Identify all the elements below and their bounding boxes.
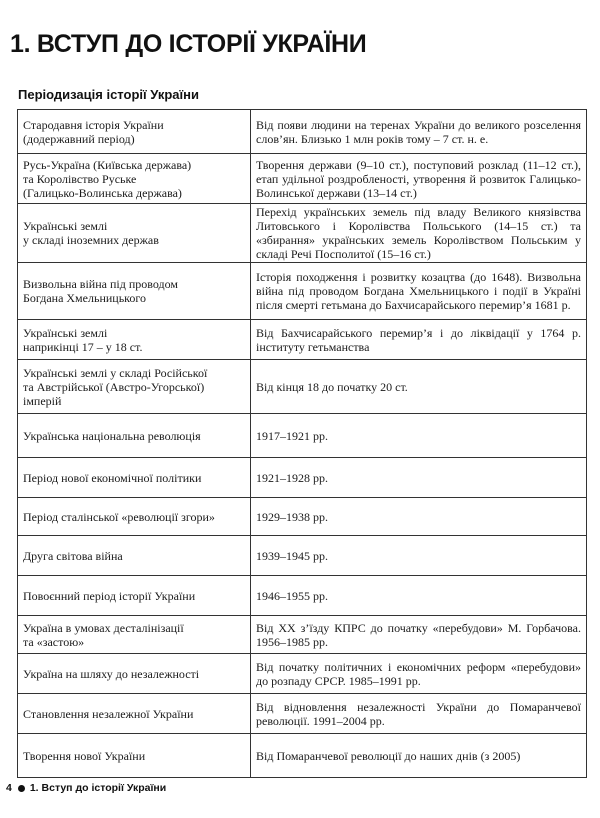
period-cell — [18, 498, 251, 536]
period-line: Друга світова війна — [23, 548, 123, 563]
table-row — [18, 654, 587, 694]
bullet-dot-icon — [18, 785, 25, 792]
table-row — [18, 263, 587, 320]
table-row — [18, 110, 587, 154]
page-footer — [6, 782, 166, 794]
description-cell: Творення держави (9–10 ст.), поступовий розклад (11–12 ст.), етап удільної роздробленості, утворення й розвиток Галицько-Волинської держави (13–14 ст.) — [251, 154, 587, 204]
page-number: 4 — [6, 782, 12, 794]
period-line: (додержавний період) — [23, 131, 135, 146]
period-cell — [18, 320, 251, 360]
table-row — [18, 498, 587, 536]
description-cell: Від Бахчисарайського перемир’я і до ліквідації у 1764 р. інституту гетьманства — [251, 320, 587, 360]
period-line: Українські землі — [23, 325, 108, 340]
table-title: Періодизація історії України — [18, 87, 200, 102]
table-row — [18, 734, 587, 778]
period-line: Період нової економічної політики — [23, 470, 202, 485]
period-line: Визвольна війна під проводом — [23, 277, 178, 291]
page-title: 1. ВСТУП ДО ІСТОРІЇ УКРАЇНИ — [10, 30, 367, 58]
description-cell: Від XX з’їзду КПРС до початку «перебудови» М. Горбачова. 1956–1985 рр. — [251, 616, 587, 654]
period-cell — [18, 694, 251, 734]
period-line: наприкінці 17 – у 18 ст. — [23, 339, 143, 354]
description-cell: Історія походження і розвитку козацтва (до 1648). Визвольна війна під проводом Богдана Хмельницького і події в Україні після смерті гетьмана до Бахчисарайського перемир’я 1681 р. — [251, 263, 587, 320]
description-cell: Від кінця 18 до початку 20 ст. — [251, 360, 587, 414]
table-row — [18, 360, 587, 414]
table-row — [18, 204, 587, 263]
description-cell: Від початку політичних і економічних реформ «перебудови» до розпаду СРСР. 1985–1991 рр. — [251, 654, 587, 694]
description-cell: Від Помаранчевої революції до наших днів (з 2005) — [251, 734, 587, 778]
period-cell — [18, 734, 251, 778]
period-cell — [18, 263, 251, 320]
description-cell: 1939–1945 рр. — [251, 536, 587, 576]
period-cell — [18, 204, 251, 263]
table-row — [18, 154, 587, 204]
period-line: імперій — [23, 393, 62, 408]
period-cell — [18, 110, 251, 154]
period-line: (Галицько-Волинська держава) — [23, 185, 182, 200]
period-line: Богдана Хмельницького — [23, 291, 147, 305]
period-line: Українські землі у складі Російської — [23, 365, 208, 380]
table-row — [18, 320, 587, 360]
description-cell: Від відновлення незалежності України до Помаранчевої революції. 1991–2004 рр. — [251, 694, 587, 734]
period-line: Українські землі — [23, 219, 108, 233]
period-line: Русь-Україна (Київська держава) — [23, 157, 192, 172]
description-cell: 1917–1921 рр. — [251, 414, 587, 458]
period-cell — [18, 458, 251, 498]
period-cell — [18, 616, 251, 654]
period-line: у складі іноземних держав — [23, 233, 159, 247]
period-line: Українська національна революція — [23, 428, 201, 443]
period-line: Повоєнний період історії України — [23, 588, 196, 603]
period-cell — [18, 576, 251, 616]
period-line: Україна в умовах десталінізації — [23, 620, 184, 635]
period-cell — [18, 414, 251, 458]
description-cell: 1946–1955 рр. — [251, 576, 587, 616]
table-row — [18, 616, 587, 654]
period-line: Творення нової України — [23, 748, 146, 763]
period-line: Стародавня історія України — [23, 117, 164, 132]
period-line: та «застою» — [23, 634, 85, 649]
period-line: та Королівство Руське — [23, 171, 137, 186]
table-row — [18, 536, 587, 576]
period-line: та Австрійської (Австро-Угорської) — [23, 379, 205, 394]
table-row — [18, 458, 587, 498]
period-line: Період сталінської «революції згори» — [23, 509, 215, 524]
table-row — [18, 694, 587, 734]
period-cell — [18, 654, 251, 694]
table-row — [18, 414, 587, 458]
period-cell — [18, 360, 251, 414]
description-cell: 1929–1938 рр. — [251, 498, 587, 536]
period-line: Становлення незалежної України — [23, 706, 194, 721]
periodization-table — [17, 109, 587, 778]
description-cell: Перехід українських земель під владу Великого князівства Литовського і Королівства Польського (14–15 ст.) та «збирання» українських земель Королівством Польським у складі Речі Посполитої (15–16 ст.) — [251, 204, 587, 263]
period-cell — [18, 154, 251, 204]
footer-section: 1. Вступ до історії України — [29, 782, 167, 794]
table-row — [18, 576, 587, 616]
period-cell — [18, 536, 251, 576]
period-line: Україна на шляху до незалежності — [23, 666, 200, 681]
description-cell: 1921–1928 рр. — [251, 458, 587, 498]
description-cell: Від появи людини на теренах України до великого розселення слов’ян. Близько 1 млн років тому – 7 ст. н. е. — [251, 110, 587, 154]
